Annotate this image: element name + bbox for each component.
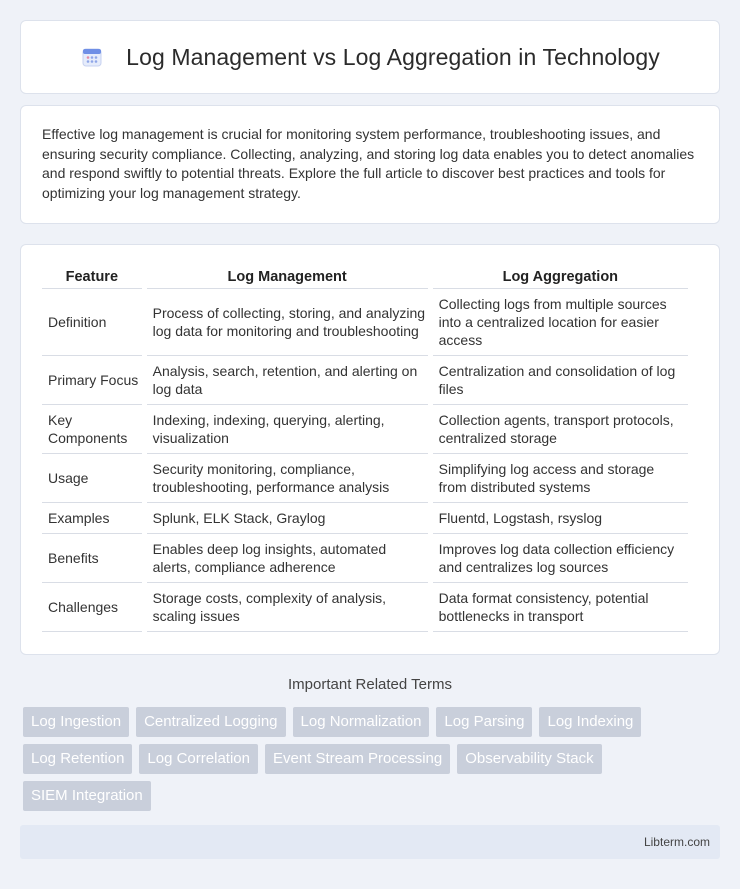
tag-centralized-logging[interactable]: Centralized Logging xyxy=(136,707,285,737)
comparison-table xyxy=(37,265,693,632)
row-feature: Benefits xyxy=(42,534,142,583)
table-row xyxy=(42,583,688,632)
row-log-management: Security monitoring, compliance, troubleshooting, performance analysis xyxy=(147,454,428,503)
row-log-management: Analysis, search, retention, and alerting on log data xyxy=(147,356,428,405)
comparison-table-card xyxy=(20,244,720,655)
tag-row xyxy=(23,781,723,811)
title-card xyxy=(20,20,720,94)
header-feature: Feature xyxy=(42,265,142,289)
row-log-aggregation: Data format consistency, potential bottlenecks in transport xyxy=(433,583,688,632)
tag-event-stream-processing[interactable]: Event Stream Processing xyxy=(265,744,450,774)
row-log-aggregation: Simplifying log access and storage from distributed systems xyxy=(433,454,688,503)
row-feature: Primary Focus xyxy=(42,356,142,405)
row-log-aggregation: Improves log data collection efficiency and centralizes log sources xyxy=(433,534,688,583)
calendar-grid-icon xyxy=(80,45,104,69)
row-log-management: Process of collecting, storing, and analyzing log data for monitoring and troubleshooting xyxy=(147,289,428,356)
table-row xyxy=(42,356,688,405)
row-log-aggregation: Collection agents, transport protocols, centralized storage xyxy=(433,405,688,454)
row-feature: Usage xyxy=(42,454,142,503)
tag-log-retention[interactable]: Log Retention xyxy=(23,744,132,774)
footer-site-link[interactable]: Libterm.com xyxy=(643,835,710,849)
table-row xyxy=(42,454,688,503)
tag-row xyxy=(23,744,723,774)
intro-card xyxy=(20,105,720,224)
row-log-management: Indexing, indexing, querying, alerting, visualization xyxy=(147,405,428,454)
table-row xyxy=(42,534,688,583)
row-log-management: Enables deep log insights, automated alerts, compliance adherence xyxy=(147,534,428,583)
footer xyxy=(20,825,720,859)
row-log-management: Storage costs, complexity of analysis, scaling issues xyxy=(147,583,428,632)
tag-log-indexing[interactable]: Log Indexing xyxy=(539,707,641,737)
tag-observability-stack[interactable]: Observability Stack xyxy=(457,744,601,774)
row-feature: Key Components xyxy=(42,405,142,454)
page-title: Log Management vs Log Aggregation in Technology xyxy=(126,43,660,70)
table-header-row xyxy=(42,265,688,289)
tag-row xyxy=(23,707,723,737)
header-log-management: Log Management xyxy=(147,265,428,289)
row-log-management: Splunk, ELK Stack, Graylog xyxy=(147,503,428,534)
tag-log-normalization[interactable]: Log Normalization xyxy=(293,707,430,737)
table-row xyxy=(42,405,688,454)
tag-log-ingestion[interactable]: Log Ingestion xyxy=(23,707,129,737)
tag-log-correlation[interactable]: Log Correlation xyxy=(139,744,258,774)
row-log-aggregation: Fluentd, Logstash, rsyslog xyxy=(433,503,688,534)
header-log-aggregation: Log Aggregation xyxy=(433,265,688,289)
related-terms-title: Important Related Terms xyxy=(288,676,452,693)
row-feature: Definition xyxy=(42,289,142,356)
related-terms xyxy=(23,707,723,818)
row-feature: Examples xyxy=(42,503,142,534)
row-log-aggregation: Collecting logs from multiple sources into a centralized location for easier access xyxy=(433,289,688,356)
row-log-aggregation: Centralization and consolidation of log files xyxy=(433,356,688,405)
tag-log-parsing[interactable]: Log Parsing xyxy=(436,707,532,737)
table-row xyxy=(42,289,688,356)
table-row xyxy=(42,503,688,534)
tag-siem-integration[interactable]: SIEM Integration xyxy=(23,781,151,811)
row-feature: Challenges xyxy=(42,583,142,632)
intro-text: Effective log management is crucial for monitoring system performance, troubleshooting issues, and ensuring security compliance. Collecting, analyzing, and storing log data enables you to detect anomalies and respond swiftly to potential threats. Explore the full article to discover best practices and tools for optimizing your log management strategy. xyxy=(42,126,695,201)
